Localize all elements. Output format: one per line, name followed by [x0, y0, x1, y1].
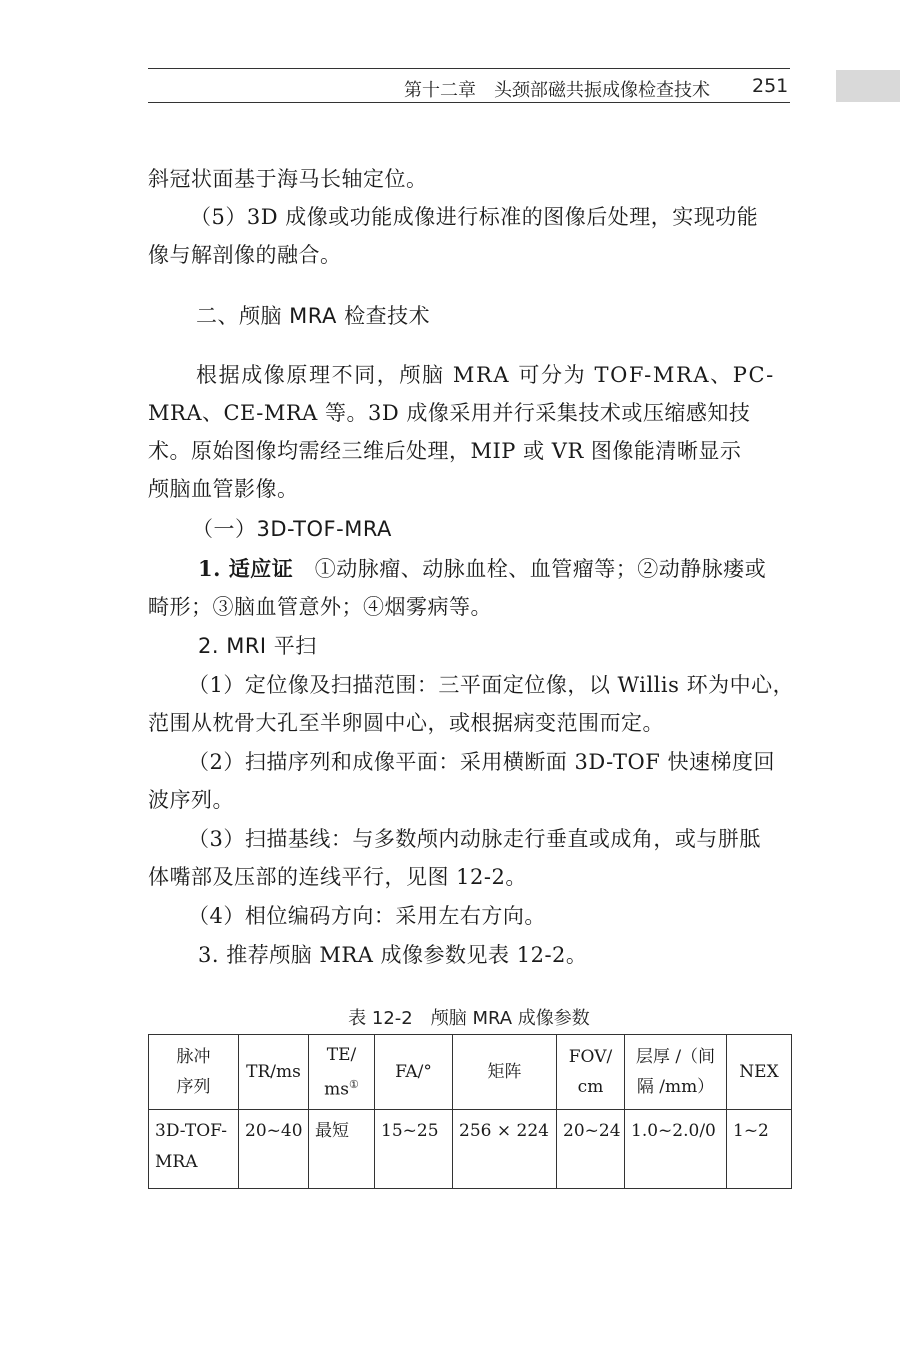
- col-header-matrix: 矩阵: [453, 1035, 557, 1110]
- cell-tr: 20~40: [239, 1110, 309, 1189]
- subsection-heading: （一）3D-TOF-MRA: [192, 517, 392, 541]
- paragraph-line: （3）扫描基线：与多数颅内动脉走行垂直或成角，或与胼胝: [188, 827, 761, 851]
- paragraph-line: 范围从枕骨大孔至半卵圆中心，或根据病变范围而定。: [148, 711, 664, 735]
- item-label: 1. 适应证: [198, 556, 294, 581]
- col-header-te: TE/ ms①: [309, 1035, 375, 1110]
- paragraph-line: MRA、CE-MRA 等。3D 成像采用并行采集技术或压缩感知技: [148, 401, 751, 425]
- paragraph-line: 术。原始图像均需经三维后处理，MIP 或 VR 图像能清晰显示: [148, 439, 742, 463]
- paragraph-line: 像与解剖像的融合。: [148, 243, 342, 267]
- paragraph-line: 体嘴部及压部的连线平行，见图 12-2。: [148, 865, 527, 889]
- col-header-fa: FA/°: [375, 1035, 453, 1110]
- footnote-marker: ①: [348, 1077, 359, 1091]
- table-row: [149, 1110, 792, 1189]
- mra-parameter-table: [148, 1034, 792, 1189]
- cell-fov: 20~24: [557, 1110, 625, 1189]
- cell-nex: 1~2: [727, 1110, 792, 1189]
- list-item-1: [198, 550, 790, 588]
- col-header-nex: NEX: [727, 1035, 792, 1110]
- paragraph-line: （1）定位像及扫描范围：三平面定位像，以 Willis 环为中心，: [188, 673, 795, 697]
- paragraph-line: （5）3D 成像或功能成像进行标准的图像后处理，实现功能: [190, 205, 759, 229]
- paragraph-line: （2）扫描序列和成像平面：采用横断面 3D-TOF 快速梯度回: [188, 750, 775, 774]
- table-caption: 表 12-2 颅脑 MRA 成像参数: [348, 1008, 590, 1029]
- paragraph-line: 颅脑血管影像。: [148, 477, 299, 501]
- paragraph-line: 斜冠状面基于海马长轴定位。: [148, 167, 428, 191]
- col-header-sequence: 脉冲 序列: [149, 1035, 239, 1110]
- cell-matrix: 256 × 224: [453, 1110, 557, 1189]
- chapter-side-tab: [836, 70, 900, 102]
- cell-fa: 15~25: [375, 1110, 453, 1189]
- paragraph-line: 波序列。: [148, 788, 234, 812]
- running-title: 第十二章 头颈部磁共振成像检查技术: [404, 80, 710, 101]
- header-rule-top: [148, 68, 790, 69]
- col-header-tr: TR/ms: [239, 1035, 309, 1110]
- col-header-slice: 层厚 /（间 隔 /mm）: [625, 1035, 727, 1110]
- section-heading: 二、颅脑 MRA 检查技术: [196, 304, 431, 328]
- table-header-row: [149, 1035, 792, 1110]
- list-item-3: 3. 推荐颅脑 MRA 成像参数见表 12-2。: [198, 943, 588, 967]
- col-header-fov: FOV/ cm: [557, 1035, 625, 1110]
- paragraph-line: 根据成像原理不同，颅脑 MRA 可分为 TOF-MRA、PC-: [196, 363, 775, 387]
- item-text: ①动脉瘤、动脉血栓、血管瘤等；②动静脉瘘或: [314, 557, 767, 581]
- list-item-2-heading: 2. MRI 平扫: [198, 634, 317, 658]
- cell-te: 最短: [309, 1110, 375, 1189]
- header-rule-bottom: [148, 102, 790, 103]
- cell-sequence: 3D-TOF- MRA: [149, 1110, 239, 1189]
- cell-slice: 1.0~2.0/0: [625, 1110, 727, 1189]
- page-number: 251: [752, 75, 789, 97]
- paragraph-line: 畸形；③脑血管意外；④烟雾病等。: [148, 595, 492, 619]
- paragraph-line: （4）相位编码方向：采用左右方向。: [188, 904, 546, 928]
